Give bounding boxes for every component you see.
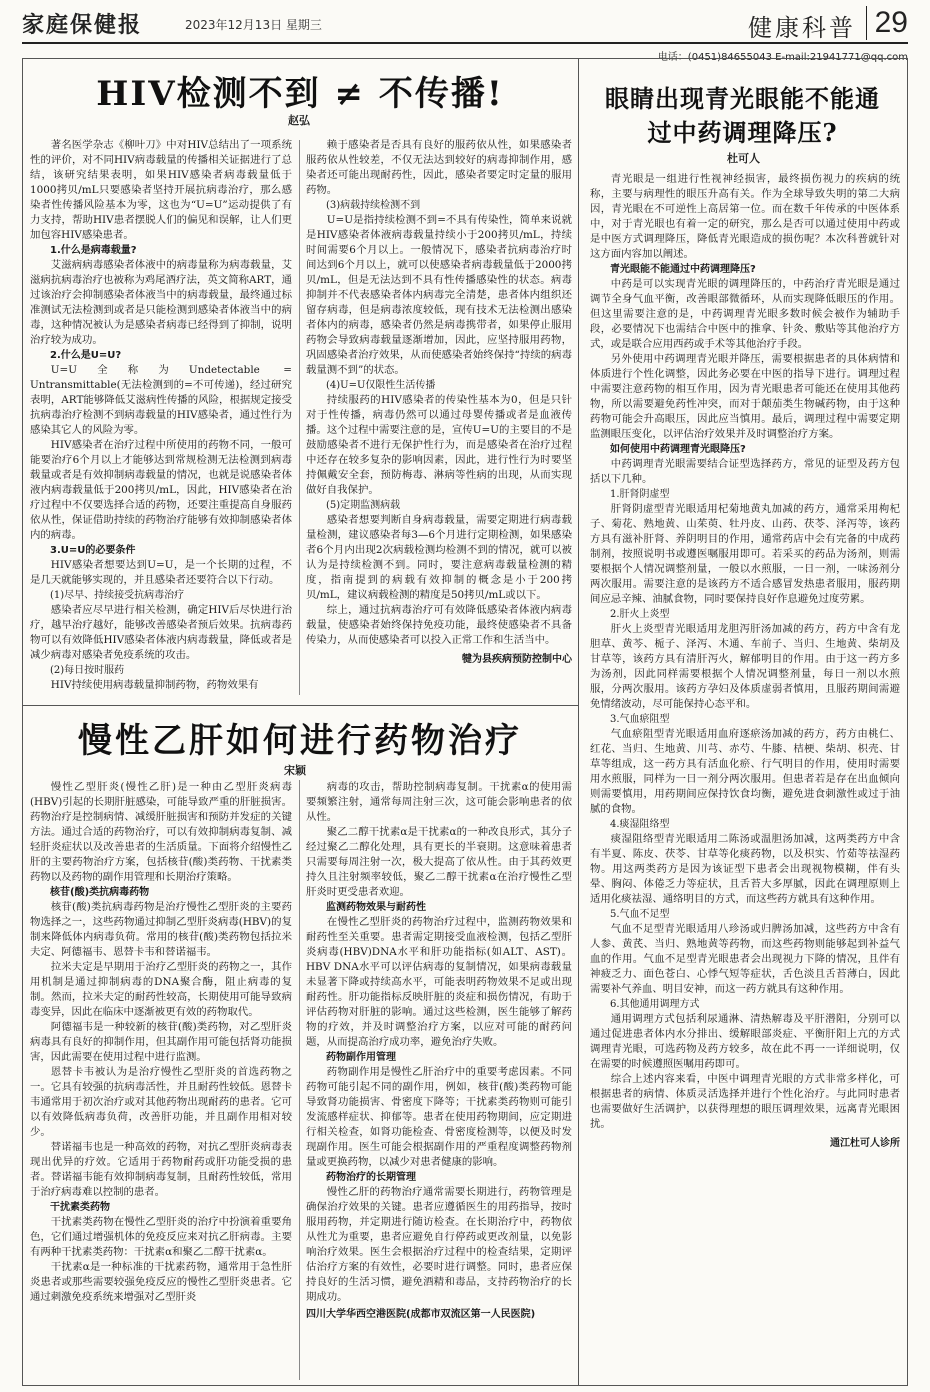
article-author: 杜可人 (727, 152, 760, 165)
section-heading: 药物副作用管理 (326, 1052, 396, 1063)
article-title: HIV检测不到 ≠ 不传播! (96, 74, 504, 114)
paragraph: 肝肾阴虚型青光眼适用杞菊地黄丸加减的药方，通常采用枸杞子、菊花、熟地黄、山茱萸、牡丹皮、山药、茯苓、泽泻等，该药方具有滋补肝肾、养阴明目的作用，通常药店中会有完备的中成药制剂，按照说明书或遵医嘱服用即可。若采买的药品为汤剂，则需要根据个人情况调整剂量，一般以水煎服，一日一剂，一味汤剂分两次服用。需要注意的是该药方不适合感冒发热患者服用，服药期间应忌辛辣、油腻食物，同时要保持良好作息避免过度劳累。 (590, 503, 900, 605)
signature: 四川大学华西空港医院(成都市双流区第一人民医院) (306, 1309, 536, 1320)
paragraph: 恩替卡韦被认为是治疗慢性乙型肝炎的首选药物之一。它具有较强的抗病毒活性，并且耐药性较低。恩替卡韦通常用于初次治疗或对其他药物出现耐药的患者。它可以有效降低病毒负荷，改善肝功能，并且副作用相对较少。 (30, 1066, 292, 1138)
subsection-heading: (2)每日按时服药 (50, 665, 125, 676)
column-divider (299, 140, 300, 695)
article-column (590, 172, 900, 1382)
contact-info: 电话：(0451)84655043 E-mail:21941771@qq.com (657, 52, 908, 63)
masthead-rule (22, 42, 908, 44)
paragraph: 综合上述内容来看，中医中调理青光眼的方式非常多样化，可根据患者的病情、体质灵活选择并进行个性化治疗。与此同时患者也需要做好生活调护，以获得理想的眼压调理效果，远离青光眼困扰。 (590, 1073, 900, 1130)
paragraph: 在慢性乙型肝炎的药物治疗过程中，监测药物效果和耐药性至关重要。患者需定期接受血液检测，包括乙型肝炎病毒(HBV)DNA水平和肝功能指标(如ALT、AST)。HBV DNA水平可以评估病毒的复制情况，如果病毒载量未显著下降或持续高水平，可能表明药物效果不足或出现耐药性。肝功能指标反映肝脏的炎症和损伤情况，有助于评估药物对肝脏的影响。通过这些检测，医生能够了解药物的疗效，并及时调整治疗方案，以应对可能的耐药问题，从而提高治疗成功率，避免治疗失败。 (306, 916, 572, 1048)
paragraph: 聚乙二醇干扰素α是干扰素α的一种改良形式，其分子经过聚乙二醇化处理，具有更长的半衰期。这意味着患者只需要每周注射一次，极大提高了依从性。由于其药效更持久且注射频率较低，聚乙二醇干扰素α在治疗慢性乙型肝炎时更受患者欢迎。 (306, 826, 572, 898)
subsection-heading: 4.痰湿阻络型 (610, 819, 670, 830)
article-column (306, 780, 572, 1382)
paragraph: 感染者想要判断自身病毒载量，需要定期进行病毒载量检测，建议感染者每3—6个月进行定期检测，如果感染者6个月内出现2次病载检测均检测不到的情况，就可以被认为是持续检测不到。同时，要注意病毒载量检测的精度，指南提到的病载有效抑制的概念是小于200拷贝/mL，建议病载检测的精度是50拷贝/mL或以下。 (306, 514, 572, 601)
paragraph: 持续服药的HIV感染者的传染性基本为0，但是只针对于性传播，病毒仍然可以通过母婴传播或者是血液传播。这个过程中需要注意的是，宣传U=U的主要目的不是鼓励感染者不进行无保护性行为，而是感染者在治疗过程中还存在较多复杂的影响因素，因此，进行性行为时要坚持佩戴安全套，预防梅毒、淋病等性病的出现，从而实现做好自我保护。 (306, 394, 572, 496)
paragraph: 青光眼是一组进行性视神经损害，最终损伤视力的疾病的统称，主要与病理性的眼压升高有关。作为全球导致失明的第二大病因，青光眼在不可逆性上高居第一位。而在数千年传承的中医体系中，对于青光眼也有着一定的研究，那么是否可以通过使用中药或是中医方式调理降压，降低青光眼造成的损伤呢？本次科普就针对这方面内容加以阐述。 (590, 173, 900, 260)
section-heading: 监测药物效果与耐药性 (326, 902, 426, 913)
paragraph: 赖于感染者是否具有良好的服药依从性，如果感染者服药依从性较差，不仅无法达到较好的病毒抑制作用，感染者还可能出现耐药性，因此，感染者要定时定量的服用药物。 (306, 139, 572, 196)
paragraph: 中药是可以实现青光眼的调理降压的，中药治疗青光眼是通过调节全身气血平衡，改善眼部微循环，从而实现降低眼压的作用。但这里需要注意的是，中药调理青光眼多数时候会被作为辅助手段，必要情况下也需结合中医中的推拿、针灸、敷贴等其他治疗方式，或是联合应用西药或手术等其他治疗手段。 (590, 278, 900, 350)
paragraph: 气血不足型青光眼适用八珍汤或归脾汤加减，这些药方中含有人参、黄芪、当归、熟地黄等药物，而这些药物则能够起到补益气血的作用。气血不足型青光眼患者会出现视力下降的情况，且伴有神疲乏力、面色苍白、心悸气短等症状，舌色淡且舌苔薄白，因此需要补气养血、明目安神，而这一药方就具有这种作用。 (590, 923, 900, 995)
paragraph: U=U是指持续检测不到=不具有传染性，简单来说就是HIV感染者体液病毒载量持续小于200拷贝/mL，持续时间需要6个月以上。一般情况下，感染者抗病毒治疗时间达到6个月以上，就可以使感染者病毒载量低于2000拷贝/mL，但是无法达到不具有性传播感染性的状态。病毒抑制并不代表感染者体内病毒完全清楚，患者体内组织还留存病毒，但是病毒浓度较低，现有技术无法检测出感染者体内的病毒，感染者仍然是病毒携带者，如果停止服用药物会导致病毒载量逐渐增加，因此，应坚持服用药物，巩固感染者治疗效果，从而使感染者始终保持“持续的病毒载量测不到”的状态。 (306, 214, 572, 376)
section-heading: 如何使用中药调理青光眼降压? (610, 444, 746, 455)
paragraph: 干扰素类药物在慢性乙型肝炎的治疗中扮演着重要角色，它们通过增强机体的免疫反应来对抗乙肝病毒。主要有两种干扰素类药物：干扰素α和聚乙二醇干扰素α。 (30, 1216, 292, 1258)
paragraph: 痰湿阻络型青光眼适用二陈汤或温胆汤加减，这两类药方中含有半夏、陈皮、茯苓、甘草等化痰药物，以及枳实、竹茹等祛湿药物。用这两类药方是因为该证型下患者会出现视物模糊，伴有头晕、胸闷、体倦乏力等症状，且舌苔大多厚腻，因此在调理原则上适用化痰祛湿、通络明目的方式，而这些药方就具有这种作用。 (590, 833, 900, 905)
subsection-heading: (3)病载持续检测不到 (326, 200, 421, 211)
paragraph: HIV感染者想要达到U=U，是一个长期的过程，不是几天就能够实现的，并且感染者还要符合以下行动。 (30, 559, 292, 586)
subsection-heading: 5.气血不足型 (610, 909, 670, 920)
section-heading: 药物治疗的长期管理 (326, 1172, 416, 1183)
article-column (30, 780, 292, 1380)
paragraph: 感染者应尽早进行相关检测，确定HIV后尽快进行治疗，越早治疗越好，能够改善感染者预后效果。抗病毒药物可以有效降低HIV感染者体液内病毒载量，降低或者是减少病毒对感染者免疫系统的攻击。 (30, 604, 292, 661)
subsection-heading: 1.肝肾阴虚型 (610, 489, 670, 500)
subsection-heading: (5)定期监测病载 (326, 500, 401, 511)
paragraph: 著名医学杂志《柳叶刀》中对HIV总结出了一项系统性的评价，对不同HIV病毒载量的传播相关证据进行了总结，该研究结果表明，如果HIV感染者病毒载量低于1000拷贝/mL只要感染者坚持开展抗病毒治疗，那么感染者性传播风险基本为零，这也为“U=U”运动提供了有力支持，帮助HIV患者摆脱人们的偏见和误解，让人们更加包容HIV感染患者。 (30, 139, 292, 241)
paragraph: 药物副作用是慢性乙肝治疗中的重要考虑因素。不同药物可能引起不同的副作用，例如，核苷(酸)类药物可能导致肾功能损害、骨密度下降等；干扰素类药物则可能引发流感样症状、抑郁等。患者在使用药物期间，应定期进行相关检查，如肾功能检查、骨密度检测等，以便及时发现副作用。医生可能会根据副作用的严重程度调整药物剂量或更换药物，以减少对患者健康的影响。 (306, 1066, 572, 1168)
subsection-heading: (1)尽早、持续接受抗病毒治疗 (50, 590, 185, 601)
paragraph: HIV持续使用病毒载量抑制药物，药物效果有 (50, 679, 259, 691)
subsection-heading: 2.肝火上炎型 (610, 609, 670, 620)
column-divider (578, 58, 579, 1386)
paper-name: 家庭保健报 (22, 12, 143, 38)
article-author: 赵弘 (288, 114, 310, 127)
page-number: 29 (866, 6, 908, 40)
subsection-heading: (4)U=U仅限性生活传播 (326, 380, 436, 391)
section-heading: 2.什么是U=U? (50, 350, 122, 361)
subsection-heading: 6.其他通用调理方式 (610, 999, 700, 1010)
masthead (22, 6, 908, 63)
paragraph: 气血瘀阻型青光眼适用血府逐瘀汤加减的药方，药方由桃仁、红花、当归、生地黄、川芎、赤芍、牛膝、桔梗、柴胡、枳壳、甘草等组成，这一药方具有活血化瘀、行气明目的作用，使用时需要用水煎服，同样为一日一剂分两次服用。但患者若是存在出血倾向则需要慎用，用药期间应保持饮食均衡，避免进食刺激性或过于油腻的食物。 (590, 728, 900, 815)
paragraph: 肝火上炎型青光眼适用龙胆泻肝汤加减的药方，药方中含有龙胆草、黄芩、栀子、泽泻、木通、车前子、当归、生地黄、柴胡及甘草等，该药方具有清肝泻火，解郁明目的作用。由于这一药方多为汤剂，因此同样需要根据个人情况调整剂量，每日一剂以水煎服，分两次服用。该药方孕妇及体质虚弱者慎用，且服药期间需避免情绪波动，尽可能保持心态平和。 (590, 623, 900, 710)
paragraph: 阿德福韦是一种较新的核苷(酸)类药物，对乙型肝炎病毒具有良好的抑制作用，但其副作用可能包括肾功能损害，因此需要在使用过程中进行监测。 (30, 1021, 292, 1063)
article-author: 宋颖 (284, 764, 306, 777)
paragraph: 通用调理方式包括利尿通淋、清热解毒及平肝潜阳，分别可以通过促进患者体内水分排出、缓解眼部炎症、平衡肝阳上亢的方式调理青光眼，可选药物及药方较多，故在此不再一一详细说明，仅在需要的时候遵照医嘱用药即可。 (590, 1013, 900, 1070)
paragraph: 慢性乙型肝炎(慢性乙肝)是一种由乙型肝炎病毒(HBV)引起的长期肝脏感染，可能导致严重的肝脏损害。药物治疗是控制病情、减缓肝脏损害和预防并发症的关键方法。通过合适的药物治疗，可以有效抑制病毒复制、减轻肝炎症状以及改善患者的生活质量。下面将介绍慢性乙肝的主要药物治疗方案，包括核苷(酸)类药物、干扰素类药物以及药物的副作用管理和长期治疗策略。 (30, 781, 292, 883)
paragraph: 拉米夫定是早期用于治疗乙型肝炎的药物之一，其作用机制是通过抑制病毒的DNA聚合酶，阻止病毒的复制。然而，拉米夫定的耐药性较高，长期使用可能导致病毒变异，因此在临床中逐渐被更有效的药物取代。 (30, 961, 292, 1018)
signature: 通江杜可人诊所 (830, 1138, 900, 1149)
paragraph: 艾滋病病毒感染者体液中的病毒量称为病毒载量，艾滋病抗病毒治疗也被称为鸡尾酒疗法，英文简称ART，通过该治疗会抑制感染者体液当中的病毒载量，最终通过标准测试无法检测到或者是只能检测到感染者体液当中的病毒，这种情况被认为是感染者病毒已经得到了抑制，说明治疗较为成功。 (30, 259, 292, 346)
section-name: 健康科普 (748, 14, 856, 42)
paragraph: 替诺福韦也是一种高效的药物，对抗乙型肝炎病毒表现出优异的疗效。它适用于药物耐药或肝功能受损的患者。替诺福韦能有效抑制病毒复制，且耐药性较低，常用于治疗病毒难以控制的患者。 (30, 1141, 292, 1198)
article-divider (22, 705, 578, 706)
subsection-heading: 3.气血瘀阻型 (610, 714, 670, 725)
section-heading: 干扰素类药物 (50, 1202, 110, 1213)
article-title: 眼睛出现青光眼能不能通过中药调理降压? (605, 84, 880, 147)
paragraph: 核苷(酸)类抗病毒药物是治疗慢性乙型肝炎的主要药物选择之一，这些药物通过抑制乙型肝炎病毒(HBV)的复制来降低体内病毒负荷。常用的核苷(酸)类药物包括拉米夫定、阿德福韦、恩替卡韦和替诺福韦。 (30, 901, 292, 958)
article-title: 慢性乙肝如何进行药物治疗 (78, 721, 522, 761)
paragraph: 病毒的攻击，帮助控制病毒复制。干扰素α的使用需要频繁注射，通常每周注射三次，这可能会影响患者的依从性。 (306, 781, 572, 823)
paragraph: 另外使用中药调理青光眼并降压，需要根据患者的具体病情和体质进行个性化调整，因此务必要在中医的指导下进行。调理过程中需要注意药物的相互作用，因为青光眼患者可能还在使用其他药物，所以需要避免药性冲突，而对于颠茄类生物碱药物，由于这种药物可能会升高眼压，因此应当慎用。最后，调理过程中需要定期监测眼压变化，以评估治疗效果并及时调整治疗方案。 (590, 353, 900, 440)
paragraph: U=U全称为Undetectable = Untransmittable(无法检测到的=不可传递)，经过研究表明，ART能够降低艾滋病性传播的风险，根据规定接受抗病毒治疗检测不到病毒载量的HIV感染者，通过性行为感染其它人的风险为零。 (30, 364, 292, 436)
paragraph: HIV感染者在治疗过程中所使用的药物不同，一般可能要治疗6个月以上才能够达到常规检测无法检测到病毒载量或者是有效抑制病毒载量的情况，也就是说感染者体液内病毒载量低于200拷贝/mL，因此，HIV感染者在治疗过程中不仅要选择合适的药物，还要注重提高自身服药依从性，保证借助持续的药物治疗能够有效抑制感染者体内的病毒。 (30, 439, 292, 541)
paragraph: 综上，通过抗病毒治疗可有效降低感染者体液内病毒载量，使感染者始终保持免疫功能，最终使感染者不具备传染力，从而使感染者可以投入正常工作和生活当中。 (306, 604, 572, 646)
publication-date: 2023年12月13日 星期三 (185, 18, 322, 32)
column-divider (299, 780, 300, 1380)
section-heading: 青光眼能不能通过中药调理降压? (610, 264, 756, 275)
section-heading: 1.什么是病毒载量? (50, 245, 137, 256)
signature: 犍为县疾病预防控制中心 (462, 654, 572, 665)
article-column (30, 138, 292, 698)
paragraph: 干扰素α是一种标准的干扰素药物，通常用于急性肝炎患者或那些需要较强免疫反应的慢性乙型肝炎患者。它通过刺激免疫系统来增强对乙型肝炎 (30, 1261, 292, 1303)
section-heading: 3.U=U的必要条件 (50, 545, 136, 556)
paragraph: 中药调理青光眼需要结合证型选择药方，常见的证型及药方包括以下几种。 (590, 458, 900, 485)
section-heading: 核苷(酸)类抗病毒药物 (50, 887, 150, 898)
article-column (306, 138, 572, 700)
paragraph: 慢性乙肝的药物治疗通常需要长期进行，药物管理是确保治疗效果的关键。患者应遵循医生的用药指导，按时服用药物，并定期进行随访检查。在长期治疗中，药物依从性尤为重要，患者应避免自行停药或更改剂量，以免影响治疗效果。医生会根据治疗过程中的检查结果，定期评估治疗方案的有效性，必要时进行调整。同时，患者应保持良好的生活习惯，避免酒精和毒品，支持药物治疗的长期成功。 (306, 1186, 572, 1303)
